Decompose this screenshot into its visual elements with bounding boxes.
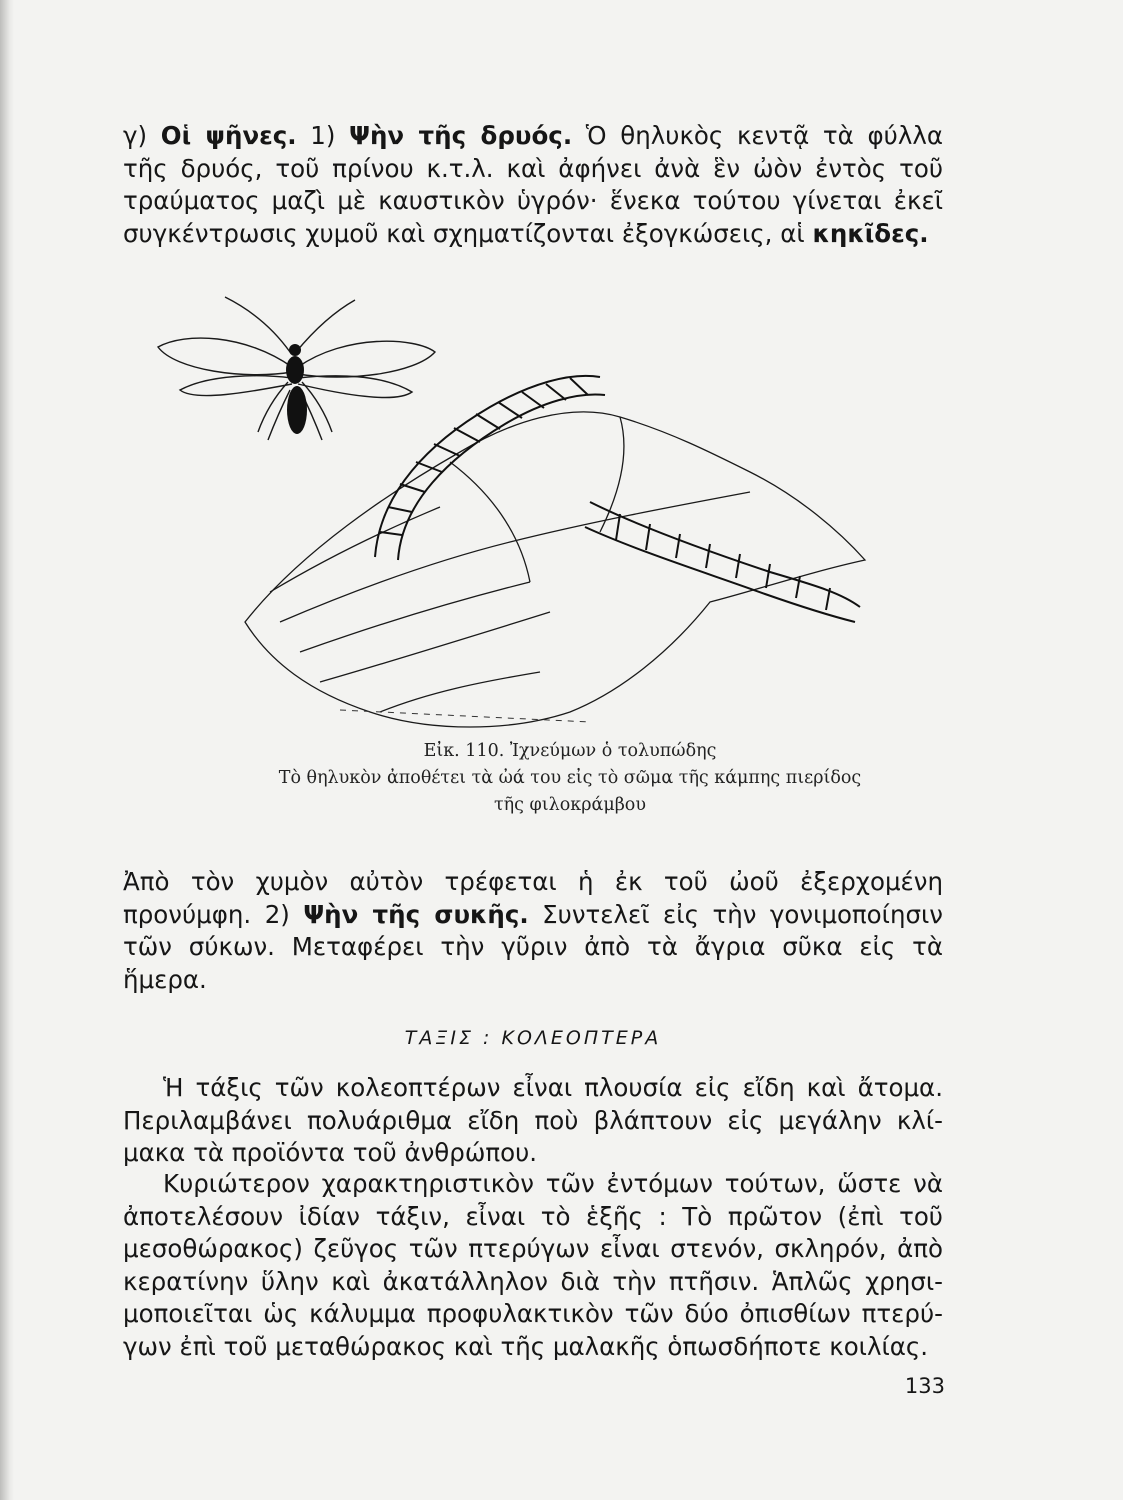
caption-title: Εἰκ. 110. Ἰχνεύμων ὁ τολυπώδης (423, 741, 717, 761)
ichneumon-illustration (150, 292, 890, 732)
text-line: Κυριώτερον χαρακτηριστικὸν τῶν ἐντόμων τούτων, ὥστε νὰ (163, 1169, 943, 1198)
page-number: 133 (904, 1374, 945, 1398)
text-line: τῆς δρυός, τοῦ πρίνου κ.τ.λ. καὶ ἀφήνει ἀνὰ ἓν ὠὸν ἐντὸς τοῦ (123, 153, 943, 183)
caption-text: τῆς φιλοκράμβου (494, 795, 646, 815)
text-line: ἀποτελέσουν ἰδίαν τάξιν, εἶναι τὸ ἑξῆς : Τὸ πρῶτον (ἐπὶ τοῦ (123, 1201, 943, 1231)
caption-text: Τὸ θηλυκὸν ἀποθέτει τὰ ὠά του εἰς τὸ σῶμα τῆς κάμπης πιερίδος (278, 768, 862, 788)
text-line: μακα τὰ προϊόντα τοῦ ἀνθρώπου. (123, 1138, 538, 1167)
bold-term: κηκῖδες. (812, 218, 929, 248)
paragraph-coleoptera (123, 1072, 943, 1170)
paragraph-wasps (123, 120, 943, 250)
text-line: συγκέντρωσις χυμοῦ καὶ σχηματίζονται ἐξογκώσεις, αἱ κηκῖδες. (123, 218, 929, 248)
text-line: Ἡ τάξις τῶν κολεοπτέρων εἶναι πλουσία εἰς εἴδη καὶ ἄτομα. (163, 1073, 943, 1102)
text-line: ἥμερα. (123, 964, 207, 994)
page-binding-edge (0, 0, 14, 1500)
text-line: γων ἐπὶ τοῦ μεταθώρακος καὶ τῆς μαλακῆς ὁπωσδήποτε κοιλίας. (123, 1331, 929, 1361)
bold-term: Οἱ ψῆνες. (160, 121, 297, 150)
text-line: μεσοθώρακος) ζεῦγος τῶν πτερύγων εἶναι στενόν, σκληρόν, ἀπὸ (123, 1234, 943, 1263)
text-line: τῶν σύκων. Μεταφέρει τὴν γῦριν ἀπὸ τὰ ἄγρια σῦκα εἰς τὰ (123, 932, 943, 961)
section-heading: ΤΑΞΙΣ : ΚΟΛΕΟΠΤΕΡΑ (404, 1027, 662, 1049)
caption-hatching (340, 710, 590, 722)
bold-term: Ψὴν τῆς συκῆς. (303, 899, 529, 929)
ichneumon-wasp-body (286, 344, 307, 434)
text-line: γ) Οἱ ψῆνες. 1) Ψὴν τῆς δρυός. Ὁ θηλυκὸς κεντᾷ τὰ φύλλα (123, 121, 943, 150)
bold-term: Ψὴν τῆς δρυός. (349, 121, 573, 150)
caterpillar-upper (375, 376, 605, 560)
paragraph-larva (123, 866, 943, 996)
figure-caption (140, 738, 1000, 819)
cabbage-leaf (245, 412, 865, 727)
text-line: προνύμφη. 2) Ψὴν τῆς συκῆς. Συντελεῖ εἰς τὴν γονιμοποίησιν (123, 899, 943, 929)
text-line: Ἀπὸ τὸν χυμὸν αὐτὸν τρέφεται ἡ ἐκ τοῦ ὠοῦ ἐξερχομένη (123, 867, 943, 896)
caterpillar-lower (585, 502, 860, 622)
text-line: κερατίνην ὕλην καὶ ἀκατάλληλον διὰ τὴν πτῆσιν. Ἁπλῶς χρησι- (123, 1266, 943, 1296)
text-line: μοποιεῖται ὡς κάλυμμα προφυλακτικὸν τῶν δύο ὀπισθίων πτερύ- (123, 1299, 943, 1328)
text-line: τραύματος μαζὶ μὲ καυστικὸν ὑγρόν· ἕνεκα τούτου γίνεται ἐκεῖ (123, 186, 943, 215)
paragraph-characteristics (123, 1168, 943, 1363)
text-line: Περιλαμβάνει πολυάριθμα εἴδη ποὺ βλάπτουν εἰς μεγάλην κλί- (123, 1105, 943, 1135)
